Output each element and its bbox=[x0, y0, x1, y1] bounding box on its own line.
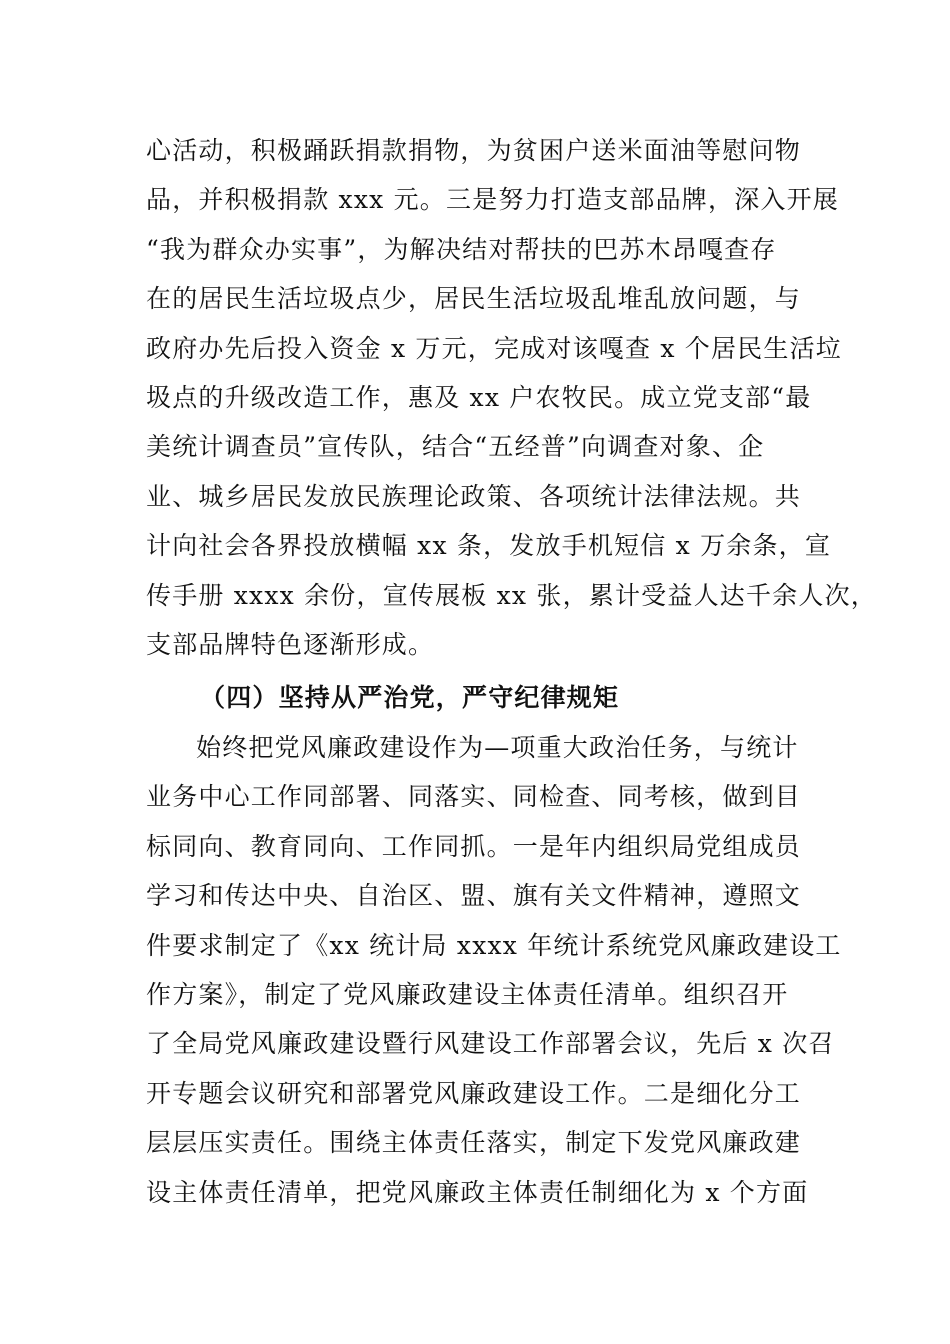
paragraph-2-line: 业务中心工作同部署、同落实、同检查、同考核，做到目 bbox=[146, 782, 802, 811]
paragraph-2-line: 开专题会议研究和部署党风廉政建设工作。二是细化分工 bbox=[146, 1079, 802, 1108]
paragraph-1-line: 政府办先后投入资金 x 万元，完成对该嘎查 x 个居民生活垃 bbox=[146, 334, 842, 363]
paragraph-1-line: 计向社会各界投放横幅 xx 条，发放手机短信 x 万余条，宣 bbox=[146, 531, 832, 560]
paragraph-2-line: 层层压实责任。围绕主体责任落实，制定下发党风廉政建 bbox=[146, 1128, 802, 1157]
paragraph-2-line: 了全局党风廉政建设暨行风建设工作部署会议，先后 x 次召 bbox=[146, 1029, 835, 1058]
paragraph-1-line: 传手册 xxxx 余份，宣传展板 xx 张，累计受益人达千余人次， bbox=[146, 581, 877, 610]
paragraph-1-line: 在的居民生活垃圾点少，居民生活垃圾乱堆乱放问题，与 bbox=[146, 284, 802, 313]
paragraph-2-line: 件要求制定了《xx 统计局 xxxx 年统计系统党风廉政建设工 bbox=[146, 931, 842, 960]
paragraph-2-line: 始终把党风廉政建设作为—项重大政治任务，与统计 bbox=[196, 733, 799, 762]
paragraph-2-line: 学习和传达中央、自治区、盟、旗有关文件精神，遵照文 bbox=[146, 881, 802, 910]
paragraph-1-line: “我为群众办实事”，为解决结对帮扶的巴苏木昂嘎查存 bbox=[146, 235, 777, 264]
paragraph-1-line: 心活动，积极踊跃捐款捐物，为贫困户送米面油等慰问物 bbox=[146, 136, 802, 165]
paragraph-1-line: 品，并积极捐款 xxx 元。三是努力打造支部品牌，深入开展 bbox=[146, 185, 839, 214]
section-heading: （四）坚持从严治党，严守纪律规矩 bbox=[200, 683, 620, 712]
paragraph-1-line: 业、城乡居民发放民族理论政策、各项统计法律法规。共 bbox=[146, 482, 802, 511]
paragraph-1-line: 美统计调查员”宣传队，结合“五经普”向调查对象、企 bbox=[146, 432, 765, 461]
paragraph-1-line: 圾点的升级改造工作，惠及 xx 户农牧民。成立党支部“最 bbox=[146, 383, 812, 412]
paragraph-2-line: 标同向、教育同向、工作同抓。一是年内组织局党组成员 bbox=[146, 832, 802, 861]
paragraph-2-line: 作方案》，制定了党风廉政建设主体责任清单。组织召开 bbox=[146, 980, 789, 1009]
paragraph-1-line: 支部品牌特色逐渐形成。 bbox=[146, 630, 435, 659]
paragraph-2-line: 设主体责任清单，把党风廉政主体责任制细化为 x 个方面 bbox=[146, 1178, 809, 1207]
